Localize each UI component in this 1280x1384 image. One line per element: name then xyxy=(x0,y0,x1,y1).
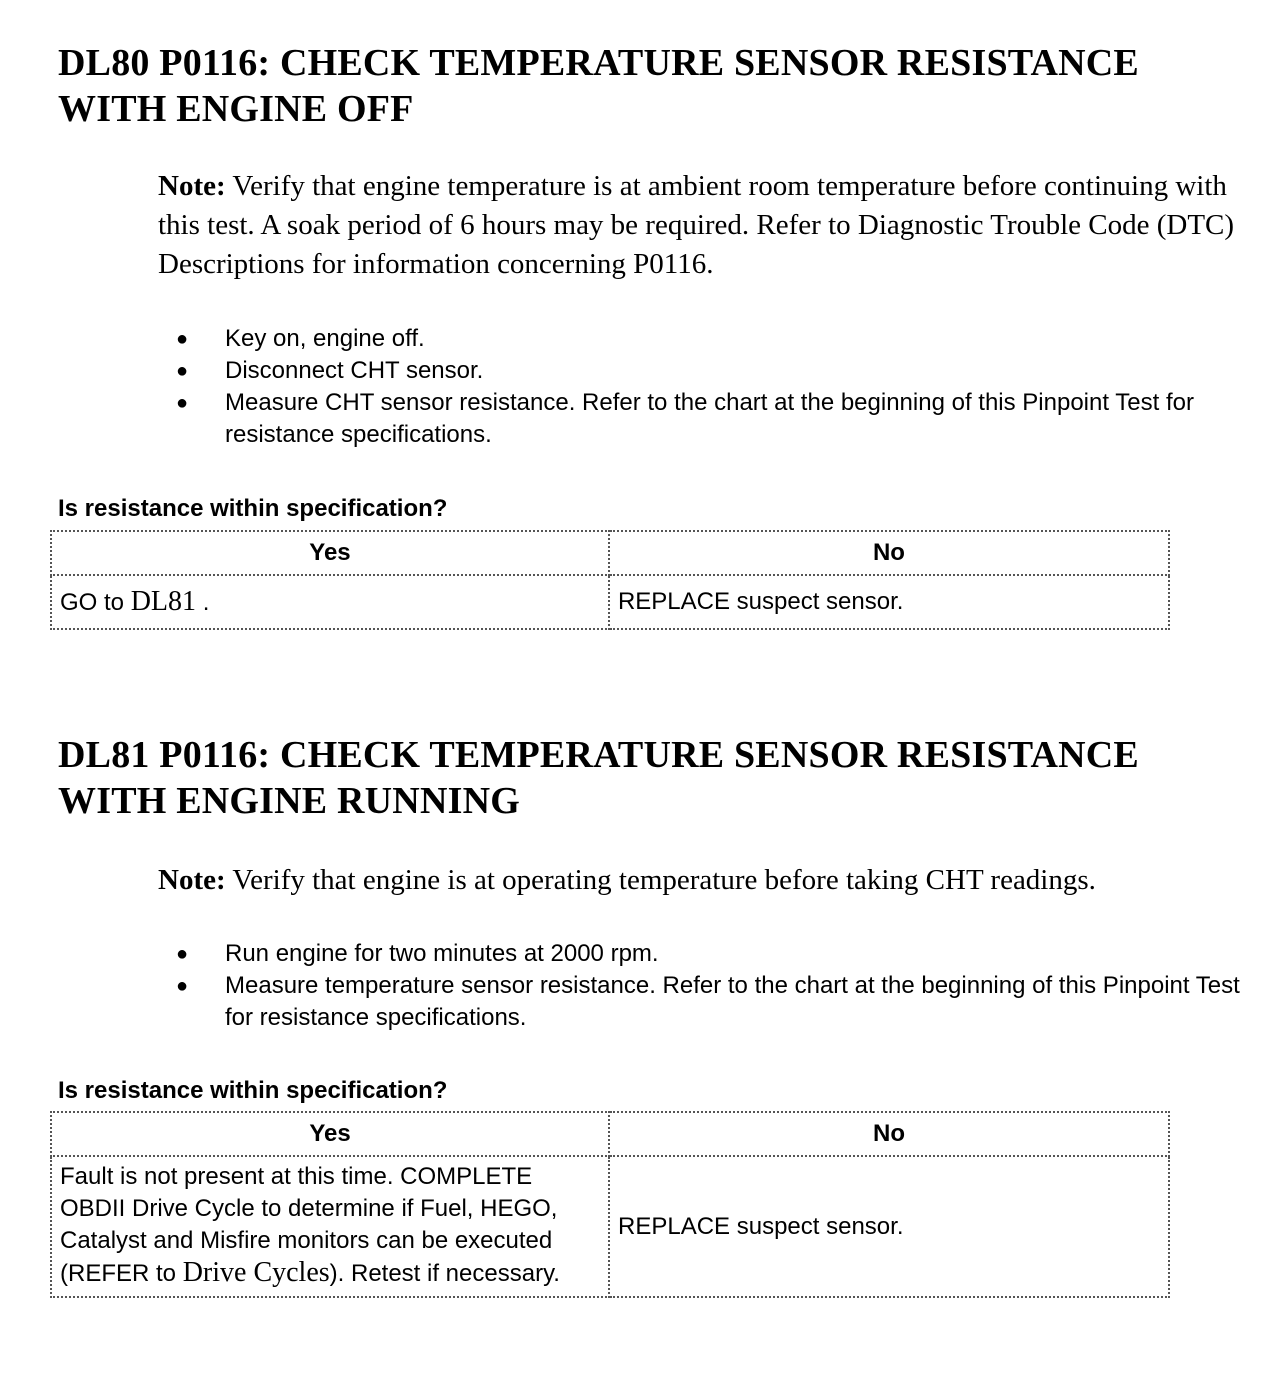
heading-line-1: DL80 P0116: CHECK TEMPERATURE SENSOR RESISTANCE xyxy=(58,42,1139,84)
yes-suffix: . xyxy=(202,588,210,616)
no-column-header: No xyxy=(609,1112,1169,1156)
answer-table xyxy=(50,530,1170,630)
list-item-text: Measure temperature sensor resistance. Refer to the chart at the beginning of this Pinpoint Test for resistance specifications. xyxy=(225,972,1240,1031)
question-text: Is resistance within specification? xyxy=(58,1077,448,1104)
bullet-icon: ● xyxy=(176,975,189,997)
step-heading xyxy=(58,732,1139,824)
yes-text-a: Fault is not present at this time. COMPLETE OBDII Drive Cycle to determine if Fuel, HEGO, Catalyst and Misfire monitors can be executed (REFER to xyxy=(60,1163,558,1287)
list-item-text: Disconnect CHT sensor. xyxy=(225,357,484,384)
list-item xyxy=(0,938,1255,970)
yes-prefix: GO to xyxy=(60,588,125,616)
step-bullet-list xyxy=(0,938,1255,1034)
heading-line-2: WITH ENGINE OFF xyxy=(58,88,414,130)
list-item xyxy=(0,355,1255,387)
heading-line-2: WITH ENGINE RUNNING xyxy=(58,780,520,822)
bullet-icon: ● xyxy=(176,328,189,350)
note-label: Note: xyxy=(158,864,226,896)
heading-line-1: DL81 P0116: CHECK TEMPERATURE SENSOR RESISTANCE xyxy=(58,734,1139,776)
bullet-icon: ● xyxy=(176,943,189,965)
list-item-text: Measure CHT sensor resistance. Refer to the chart at the beginning of this Pinpoint Test for resistance specifications. xyxy=(225,389,1194,448)
step-bullet-list xyxy=(0,323,1255,451)
table-header-row xyxy=(51,1112,1169,1156)
yes-cell xyxy=(51,1156,609,1297)
question-text: Is resistance within specification? xyxy=(58,495,448,522)
yes-column-header: Yes xyxy=(51,531,609,575)
list-item-text: Key on, engine off. xyxy=(225,325,425,352)
bullet-icon: ● xyxy=(176,392,189,414)
no-cell: REPLACE suspect sensor. xyxy=(609,1156,1169,1297)
yes-text-b: ). Retest if necessary. xyxy=(329,1260,560,1287)
no-column-header: No xyxy=(609,531,1169,575)
no-cell: REPLACE suspect sensor. xyxy=(609,575,1169,629)
answer-table xyxy=(50,1111,1170,1298)
table-row xyxy=(51,575,1169,629)
note-paragraph xyxy=(158,861,1258,900)
bullet-icon: ● xyxy=(176,360,189,382)
list-item-text: Run engine for two minutes at 2000 rpm. xyxy=(225,940,659,967)
list-item xyxy=(0,387,1255,451)
dl81-link[interactable]: DL81 xyxy=(130,585,197,617)
yes-cell xyxy=(51,575,609,629)
drive-cycles-link[interactable]: Drive Cycles xyxy=(182,1257,330,1288)
note-text: Verify that engine temperature is at ambient room temperature before continuing with this test. A soak period of 6 hours may be required. Refer to Diagnostic Trouble Code (DTC) Descriptions for information concerning P0116. xyxy=(158,170,1235,280)
table-header-row xyxy=(51,531,1169,575)
step-heading xyxy=(58,40,1139,132)
note-text: Verify that engine is at operating temperature before taking CHT readings. xyxy=(232,864,1096,896)
list-item xyxy=(0,970,1255,1034)
list-item xyxy=(0,323,1255,355)
yes-column-header: Yes xyxy=(51,1112,609,1156)
table-row xyxy=(51,1156,1169,1297)
note-paragraph xyxy=(158,167,1258,284)
note-label: Note: xyxy=(158,170,226,202)
